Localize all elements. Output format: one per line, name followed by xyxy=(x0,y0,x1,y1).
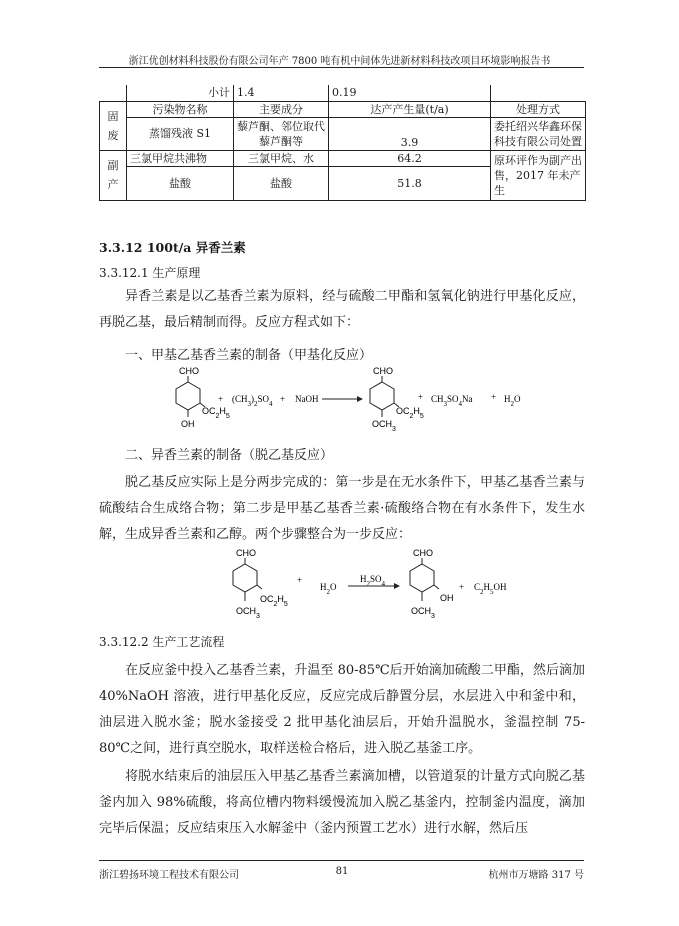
benzene-ring-reactant xyxy=(176,376,205,417)
reactant-cho-label: CHO xyxy=(236,548,256,558)
plus-sign: + xyxy=(459,582,465,592)
table-header-row xyxy=(100,101,586,117)
product-methoxy-label: $OCH_3$ xyxy=(411,606,435,620)
cell-composition: 盐酸 xyxy=(234,166,329,200)
group-byproduct: 副产 xyxy=(100,150,127,200)
table-row-byproduct-1 xyxy=(100,150,586,166)
sulfuric-acid-label: $H_2SO_4$ xyxy=(360,574,386,588)
reactant-ethoxy-label: $OC_2H_5$ xyxy=(260,594,288,608)
step-1-heading: 一、甲基乙基香兰素的制备（甲基化反应） xyxy=(125,348,373,363)
reactant-oh-label: OH xyxy=(181,419,195,429)
page-header-title: 浙江优创材料科技股份有限公司年产 7800 吨有机中间体先进新材料科技改项目环境影响报告书 xyxy=(128,56,551,67)
footer-rule xyxy=(99,860,584,861)
benzene-ring-product xyxy=(370,376,399,417)
deethylation-reaction-equation xyxy=(200,546,540,626)
col-header-pollutant: 污染物名称 xyxy=(127,101,234,117)
deethylation-paragraph: 脱乙基反应实际上是分两步完成的：第一步是在无水条件下，甲基乙基香兰素与硫酸结合生成络合物；第二步是甲基乙基香兰素·硫酸络合物在有水条件下，发生水解，生成异香兰素和乙醇。两个步骤整合为一步反应： xyxy=(99,475,585,542)
benzene-ring-product xyxy=(410,558,439,601)
plus-sign: + xyxy=(280,394,286,404)
intro-paragraph: 异香兰素是以乙基香兰素为原料，经与硫酸二甲酯和氢氧化钠进行甲基化反应，再脱乙基，最后精制而得。反应方程式如下： xyxy=(99,289,585,330)
ethanol-label: $C_2H_5OH$ xyxy=(474,582,507,596)
benzene-ring-reactant xyxy=(233,558,262,601)
table-row-solid xyxy=(100,117,586,150)
subtotal-label: 小计 xyxy=(127,85,234,101)
cell-composition: 藜芦酮、邻位取代藜芦酮等 xyxy=(234,117,329,150)
plus-sign: + xyxy=(297,575,303,585)
footer-address: 杭州市万塘路 317 号 xyxy=(488,870,584,881)
subtotal-value-1: 1.4 xyxy=(234,85,329,101)
section-heading: 3.3.12 100t/a 异香兰素 xyxy=(99,240,246,255)
product-ethoxy-label: $OC_2H_5$ xyxy=(396,406,424,420)
water-label: $H_2O$ xyxy=(504,394,521,408)
cell-amount: 3.9 xyxy=(329,117,491,150)
cell-method: 原环评作为副产出售，2017 年未产生 xyxy=(491,150,586,200)
product-cho-label: CHO xyxy=(373,366,393,376)
cell-composition: 三氯甲烷、水 xyxy=(234,150,329,166)
header-rule xyxy=(99,67,584,68)
footer-company: 浙江碧扬环境工程技术有限公司 xyxy=(99,870,239,881)
cell-pollutant: 盐酸 xyxy=(127,166,234,200)
water-label: $H_2O$ xyxy=(320,582,337,596)
table-row-subtotal xyxy=(100,85,586,101)
methyl-sulfate-sodium-label: $CH_3SO_4Na$ xyxy=(431,394,473,408)
col-header-amount: 达产产生量(t/a) xyxy=(329,101,491,117)
dimethyl-sulfate-label: $(CH_3)_2SO_4$ xyxy=(232,394,273,408)
product-oh-label: OH xyxy=(440,593,454,603)
group-solid-waste: 固废 xyxy=(100,101,127,150)
cell-pollutant: 蒸馏残液 S1 xyxy=(127,117,234,150)
pollutant-table xyxy=(99,85,586,201)
footer-page-number: 81 xyxy=(335,866,349,877)
cell-method: 委托绍兴华鑫环保科技有限公司处置 xyxy=(491,117,586,150)
subtotal-value-2: 0.19 xyxy=(329,85,491,101)
reactant-ethoxy-label: $OC_2H_5$ xyxy=(202,406,230,420)
subsection-heading-process: 3.3.12.2 生产工艺流程 xyxy=(99,635,225,649)
reactant-methoxy-label: $OCH_3$ xyxy=(236,606,260,620)
cell-amount: 51.8 xyxy=(329,166,491,200)
reactant-cho-label: CHO xyxy=(179,366,199,376)
product-cho-label: CHO xyxy=(413,548,433,558)
product-methoxy-label: $OCH_3$ xyxy=(372,419,396,433)
subsection-heading-principle: 3.3.12.1 生产原理 xyxy=(99,266,201,280)
process-paragraph-1: 在反应釜中投入乙基香兰素，升温至 80-85℃后开始滴加硫酸二甲酯，然后滴加 40%NaOH 溶液，进行甲基化反应，反应完成后静置分层，水层进入中和釜中和，油层进入脱水釜；脱水釜接受 2 批甲基化油层后，开始升温脱水，釜温控制 75-80℃之间，进行真空脱水，取样送检合格后，进入脱乙基釜工序。 xyxy=(99,663,585,756)
plus-sign: + xyxy=(491,392,497,402)
plus-sign: + xyxy=(218,394,224,404)
col-header-composition: 主要成分 xyxy=(234,101,329,117)
process-paragraph-2: 将脱水结束后的油层压入甲基乙基香兰素滴加槽，以管道泵的计量方式向脱乙基釜内加入 98%硫酸，将高位槽内物料缓慢流加入脱乙基釜内，控制釜内温度，滴加完毕后保温；反应结束压入水解釜中（釜内预置工艺水）进行水解，然后压 xyxy=(99,769,585,836)
col-header-method: 处理方式 xyxy=(491,101,586,117)
reaction-arrow xyxy=(322,396,363,402)
step-2-heading: 二、异香兰素的制备（脱乙基反应） xyxy=(125,448,334,463)
cell-pollutant: 三氯甲烷共沸物 xyxy=(127,150,234,166)
plus-sign: + xyxy=(418,392,424,402)
methylation-reaction-equation xyxy=(150,364,550,440)
sodium-hydroxide-label: NaOH xyxy=(295,394,319,404)
cell-amount: 64.2 xyxy=(329,150,491,166)
